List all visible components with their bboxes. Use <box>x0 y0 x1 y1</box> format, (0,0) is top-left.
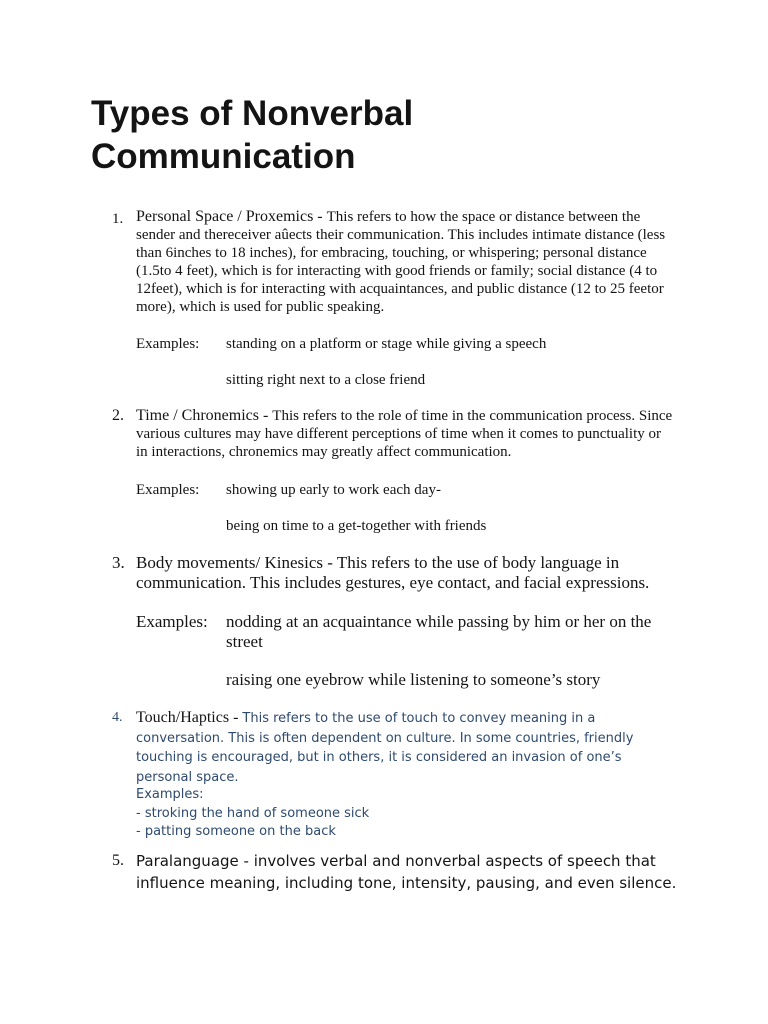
examples-label: Examples: <box>136 612 208 631</box>
example-text: nodding at an acquaintance while passing by him or her on the street <box>226 612 652 651</box>
item-heading: Personal Space / Proxemics - <box>136 208 327 225</box>
example-text: showing up early to work each day- <box>226 482 441 498</box>
example-text: - stroking the hand of someone sick <box>136 805 370 821</box>
item-body <box>136 407 676 461</box>
item-body <box>136 553 676 593</box>
item-heading: Body movements/ Kinesics - <box>136 553 337 572</box>
example-text: standing on a platform or stage while giving a speech <box>226 336 547 352</box>
item-body <box>136 850 681 894</box>
example-text: - patting someone on the back <box>136 824 336 839</box>
item-number: 4. <box>112 710 123 725</box>
item-text: This refers to how the space or distance between the sender and thereceiver aûects their communication. This includes intimate distance (less than 6inches to 18 inches), for embracing, touching, or whispering; personal distance (1.5to 4 feet), which is for interacting with good friends or family; social distance (4 to 12feet), which is for interacting with acquaintances, and public distance (12 to 25 feetor more), which is used for public speaking. <box>136 209 666 315</box>
item-text: This refers to the use of touch to convey meaning in a conversation. This is often dependent on culture. In some countries, friendly touching is encouraged, but in others, it is considered an invasion of one’s personal space. <box>136 711 634 785</box>
item-text: This refers to the use of body language in communication. This includes gestures, eye contact, and facial expressions. <box>136 553 650 592</box>
item-body <box>136 708 676 787</box>
examples-label: Examples: <box>136 482 200 498</box>
item-number: 5. <box>112 852 124 869</box>
item-heading: Touch/Haptics - <box>136 709 243 726</box>
item-heading: Time / Chronemics - <box>136 407 273 424</box>
item-number: 1. <box>112 211 124 227</box>
example-text: raising one eyebrow while listening to someone’s story <box>226 670 601 689</box>
item-heading: Paralanguage - <box>136 852 254 870</box>
item-number: 2. <box>112 407 124 424</box>
examples-label: Examples: <box>136 336 200 352</box>
example-text: being on time to a get-together with friends <box>226 518 487 534</box>
page-title: Types of Nonverbal Communication <box>91 94 414 176</box>
item-number: 3. <box>112 553 125 572</box>
item-text: This refers to the role of time in the communication process. Since various cultures may have different perceptions of time when it comes to punctuality or in interactions, chronemics may greatly affect communication. <box>136 408 673 460</box>
item-body <box>136 208 676 316</box>
item-text: involves verbal and nonverbal aspects of speech that influence meaning, including tone, intensity, pausing, and even silence. <box>136 852 677 892</box>
examples-block <box>136 786 676 842</box>
examples-label: Examples: <box>136 787 204 802</box>
example-text: sitting right next to a close friend <box>226 372 426 388</box>
